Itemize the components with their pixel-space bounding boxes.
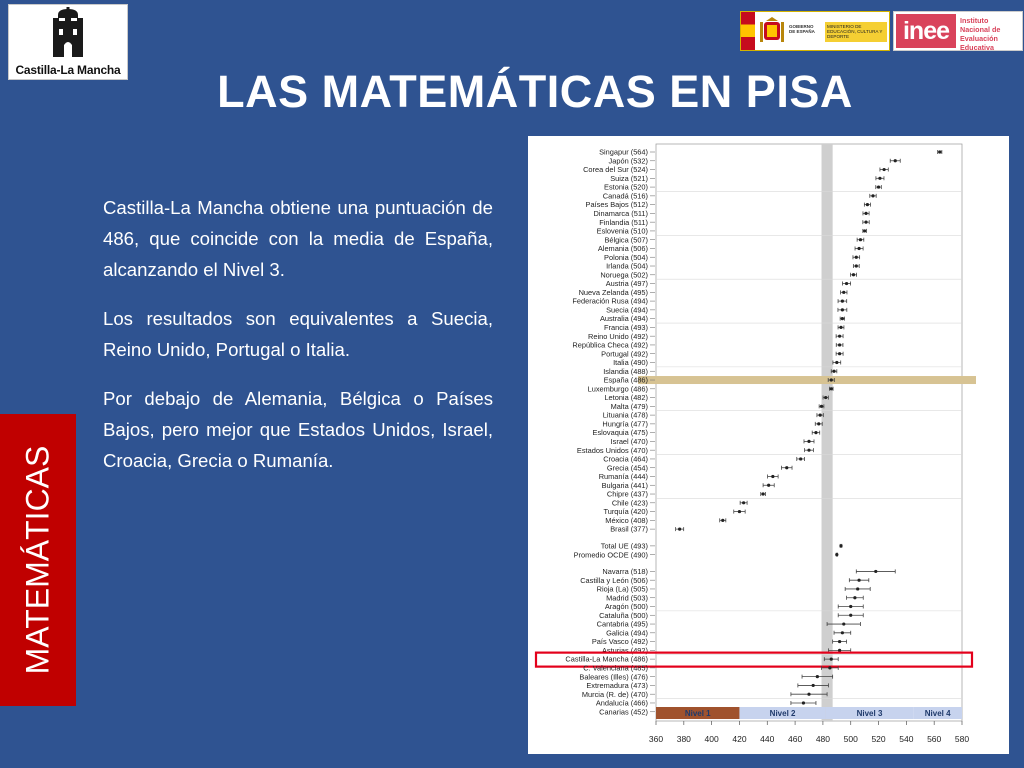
data-point	[742, 501, 745, 504]
row-label: Islandia (488)	[603, 366, 648, 376]
row-label: Hungría (477)	[602, 419, 648, 429]
row-label: Israel (470)	[610, 437, 648, 447]
data-point	[838, 335, 841, 338]
data-point	[883, 168, 886, 171]
data-point	[864, 221, 867, 224]
data-point	[828, 666, 831, 669]
data-point	[839, 326, 842, 329]
inee-logo	[893, 11, 1023, 51]
row-label: Galicia (494)	[606, 628, 648, 638]
data-point	[802, 701, 805, 704]
row-label: Corea del Sur (524)	[583, 165, 648, 175]
row-label: Murcia (R. de) (470)	[581, 689, 648, 699]
data-point	[855, 256, 858, 259]
data-point	[830, 378, 833, 381]
row-label: Rumanía (444)	[598, 472, 648, 482]
row-label: Castilla y León (506)	[580, 575, 648, 585]
inee-mark: inee	[896, 14, 956, 48]
data-point	[817, 422, 820, 425]
row-label: Andalucía (466)	[595, 698, 648, 708]
data-point	[807, 449, 810, 452]
paragraph-3: Por debajo de Alemania, Bélgica o Países Bajos, pero mejor que Estados Unidos, Israel, Croacia, Grecia o Rumanía.	[103, 388, 493, 471]
row-label: Total UE (493)	[600, 541, 648, 551]
data-point	[767, 484, 770, 487]
row-label: Japón (532)	[608, 156, 648, 166]
row-label: Polonia (504)	[604, 252, 648, 262]
level-label: Nivel 3	[856, 709, 883, 718]
gobierno-text: GOBIERNO DE ESPAÑA	[789, 24, 815, 34]
data-point	[838, 352, 841, 355]
data-point	[830, 658, 833, 661]
data-point	[838, 343, 841, 346]
row-label: Finlandia (511)	[599, 217, 648, 227]
row-label: Suecia (494)	[606, 305, 648, 315]
row-label: País Vasco (492)	[591, 637, 648, 647]
pisa-chart-svg	[528, 136, 1009, 754]
row-label: Lituania (478)	[602, 410, 648, 420]
x-tick-label: 520	[871, 734, 886, 744]
data-point	[830, 387, 833, 390]
data-point	[785, 466, 788, 469]
data-point	[849, 605, 852, 608]
row-label: Dinamarca (511)	[593, 208, 648, 218]
row-label: Asturias (492)	[601, 645, 648, 655]
data-point	[807, 440, 810, 443]
body-text	[103, 192, 493, 494]
row-label: Chile (423)	[611, 498, 648, 508]
row-label: Brasil (377)	[610, 524, 648, 534]
data-point	[738, 510, 741, 513]
data-point	[842, 622, 845, 625]
row-label: Madrid (503)	[606, 593, 648, 603]
castilla-la-mancha-logo	[8, 4, 128, 80]
data-point	[877, 185, 880, 188]
row-label: Suiza (521)	[610, 173, 648, 183]
row-label: Baleares (Illes) (476)	[579, 672, 648, 682]
side-label-text: MATEMÁTICAS	[19, 445, 56, 675]
row-label: Reino Unido (492)	[588, 331, 648, 341]
x-tick-label: 560	[927, 734, 942, 744]
row-label: Cataluña (500)	[599, 610, 648, 620]
row-label: Canarias (452)	[599, 707, 648, 717]
data-point	[807, 693, 810, 696]
row-label: Francia (493)	[604, 323, 648, 332]
data-point	[835, 553, 838, 556]
data-point	[812, 684, 815, 687]
paragraph-1: Castilla-La Mancha obtiene una puntuación de 486, que coincide con la media de España, alcanzando el Nivel 3.	[103, 197, 493, 280]
data-point	[857, 579, 860, 582]
row-label: Estados Unidos (470)	[576, 445, 648, 455]
x-tick-label: 440	[760, 734, 775, 744]
data-point	[819, 414, 822, 417]
x-tick-label: 480	[815, 734, 831, 744]
x-tick-label: 360	[648, 734, 664, 744]
data-point	[762, 492, 765, 495]
row-label: Eslovaquia (475)	[592, 428, 648, 438]
level-label: Nivel 4	[924, 709, 951, 718]
data-point	[855, 264, 858, 267]
data-point	[814, 431, 817, 434]
row-label: Castilla-La Mancha (486)	[565, 654, 648, 664]
row-label: Canadá (516)	[602, 191, 648, 201]
data-point	[721, 519, 724, 522]
data-point	[878, 177, 881, 180]
data-point	[874, 570, 877, 573]
data-point	[849, 614, 852, 617]
data-point	[856, 587, 859, 590]
data-point	[799, 457, 802, 460]
data-point	[857, 247, 860, 250]
row-label: Portugal (492)	[601, 349, 648, 359]
data-point	[853, 596, 856, 599]
data-point	[838, 649, 841, 652]
row-label: Aragón (500)	[604, 602, 648, 612]
pisa-chart	[528, 136, 1009, 754]
row-label: Malta (479)	[610, 401, 648, 411]
plot-frame	[656, 144, 962, 721]
data-point	[863, 229, 866, 232]
row-label: Grecia (454)	[606, 463, 648, 473]
row-label: República Checa (492)	[572, 340, 648, 350]
row-label: Países Bajos (512)	[585, 200, 648, 210]
row-label: Singapur (564)	[599, 147, 648, 157]
row-label: C. Valenciana (485)	[583, 663, 648, 673]
row-label: Alemania (506)	[597, 244, 648, 254]
gobierno-espana-logo	[740, 11, 890, 51]
row-label: Austria (497)	[605, 279, 648, 289]
row-label: Chipre (437)	[606, 489, 648, 499]
data-point	[841, 631, 844, 634]
row-label: Bulgaria (441)	[601, 480, 648, 490]
row-label: Navarra (518)	[602, 567, 648, 577]
data-point	[835, 361, 838, 364]
data-point	[838, 640, 841, 643]
data-point	[841, 317, 844, 320]
x-tick-label: 380	[676, 734, 691, 744]
row-label: Luxemburgo (486)	[587, 384, 648, 394]
castle-crown-icon	[45, 7, 91, 59]
row-label: Eslovenia (510)	[596, 226, 648, 236]
row-label: Australia (494)	[599, 314, 648, 324]
data-point	[678, 528, 681, 531]
spain-flag-stripe	[741, 12, 755, 50]
x-tick-label: 400	[704, 734, 719, 744]
data-point	[771, 475, 774, 478]
data-point	[820, 405, 823, 408]
row-label: España (486)	[603, 375, 648, 385]
side-label	[0, 414, 76, 706]
data-point	[832, 370, 835, 373]
level-label: Nivel 1	[684, 709, 711, 718]
row-label: Federación Rusa (494)	[572, 296, 648, 306]
row-label: México (408)	[605, 515, 648, 525]
x-tick-label: 500	[843, 734, 858, 744]
data-point	[842, 291, 845, 294]
data-point	[938, 150, 941, 153]
row-label: Cantabria (495)	[596, 619, 648, 629]
data-point	[824, 396, 827, 399]
data-point	[859, 238, 862, 241]
data-point	[852, 273, 855, 276]
row-label: Turquía (420)	[603, 507, 648, 517]
row-label: Noruega (502)	[600, 270, 648, 280]
x-tick-label: 540	[899, 734, 914, 744]
x-tick-label: 460	[787, 734, 803, 744]
x-tick-label: 580	[954, 734, 970, 744]
oecd-average-band	[822, 144, 833, 721]
data-point	[845, 282, 848, 285]
row-label: Croacia (464)	[603, 454, 648, 464]
row-label: Promedio OCDE (490)	[573, 550, 648, 560]
row-label: Irlanda (504)	[606, 261, 648, 271]
row-label: Bélgica (507)	[604, 235, 648, 245]
coat-of-arms-icon	[758, 16, 786, 46]
slide-title: LAS MATEMÁTICAS EN PISA	[217, 66, 853, 117]
data-point	[864, 212, 867, 215]
logo-text: Castilla-La Mancha	[15, 63, 121, 77]
row-label: Nueva Zelanda (495)	[578, 287, 648, 297]
data-point	[871, 194, 874, 197]
x-tick-label: 420	[732, 734, 747, 744]
row-label: Extremadura (473)	[586, 681, 648, 691]
ministerio-text: MINISTERIO DE EDUCACIÓN, CULTURA Y DEPORTE	[825, 22, 887, 42]
data-point	[841, 299, 844, 302]
data-point	[894, 159, 897, 162]
data-point	[839, 544, 842, 547]
data-point	[816, 675, 819, 678]
spain-band	[638, 376, 976, 384]
data-point	[841, 308, 844, 311]
level-label: Nivel 2	[769, 709, 796, 718]
inee-subtitle: Instituto Nacional de Evaluación Educativa	[960, 16, 1001, 52]
data-point	[866, 203, 869, 206]
row-label: Estonia (520)	[604, 182, 648, 192]
row-label: Rioja (La) (505)	[596, 584, 648, 594]
row-label: Italia (490)	[613, 358, 648, 368]
row-label: Letonia (482)	[604, 393, 648, 403]
paragraph-2: Los resultados son equivalentes a Suecia, Reino Unido, Portugal o Italia.	[103, 308, 493, 360]
